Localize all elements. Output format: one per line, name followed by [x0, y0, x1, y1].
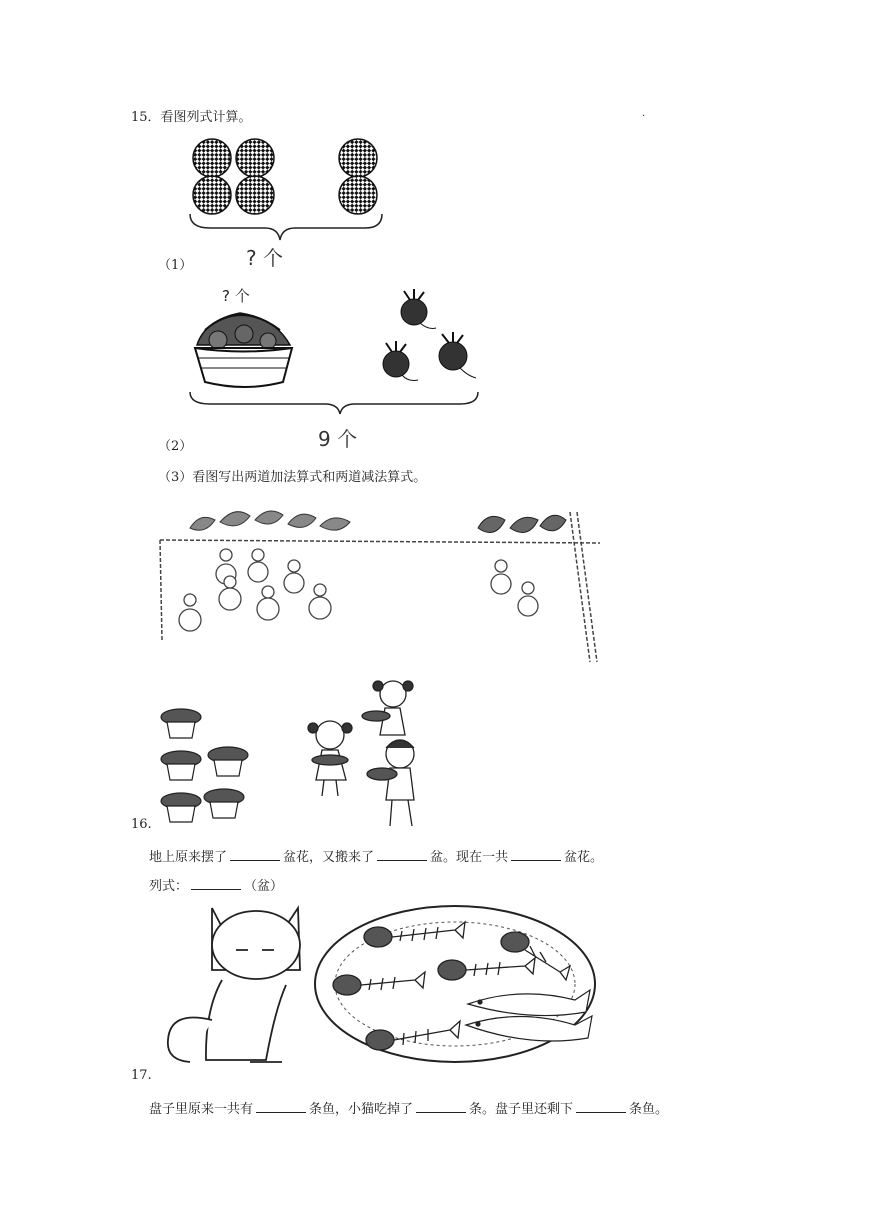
q15-part2-label: （2） [158, 439, 193, 454]
q17-number: 17. [131, 1068, 152, 1083]
q15-title: 15．看图列式计算。 [131, 110, 252, 125]
q16-formula: 列式： （盆） [149, 879, 284, 894]
stray-dot: · [642, 111, 646, 122]
q15-part2-caption: 9 个 [318, 427, 358, 451]
cat-icon [168, 908, 300, 1062]
answer-blank-fish-eaten[interactable] [416, 1100, 466, 1113]
q15-part3-instruction: （3）看图写出两道加法算式和两道减法算式。 [158, 470, 427, 485]
q15-part2-question: ? 个 [222, 287, 250, 305]
q15-part1-caption: ? 个 [246, 246, 283, 270]
q15-part1-label: （1） [158, 258, 193, 273]
q16-sentence: 地上原来摆了 盆花，又搬来了 盆。现在一共 盆花。 [149, 850, 604, 865]
answer-blank-fish-left[interactable] [576, 1100, 626, 1113]
q17-sentence: 盘子里原来一共有 条鱼，小猫吃掉了 条。盘子里还剩下 条鱼。 [149, 1102, 669, 1117]
answer-blank-fish-total[interactable] [256, 1100, 306, 1113]
q16-number: 16. [131, 817, 152, 832]
